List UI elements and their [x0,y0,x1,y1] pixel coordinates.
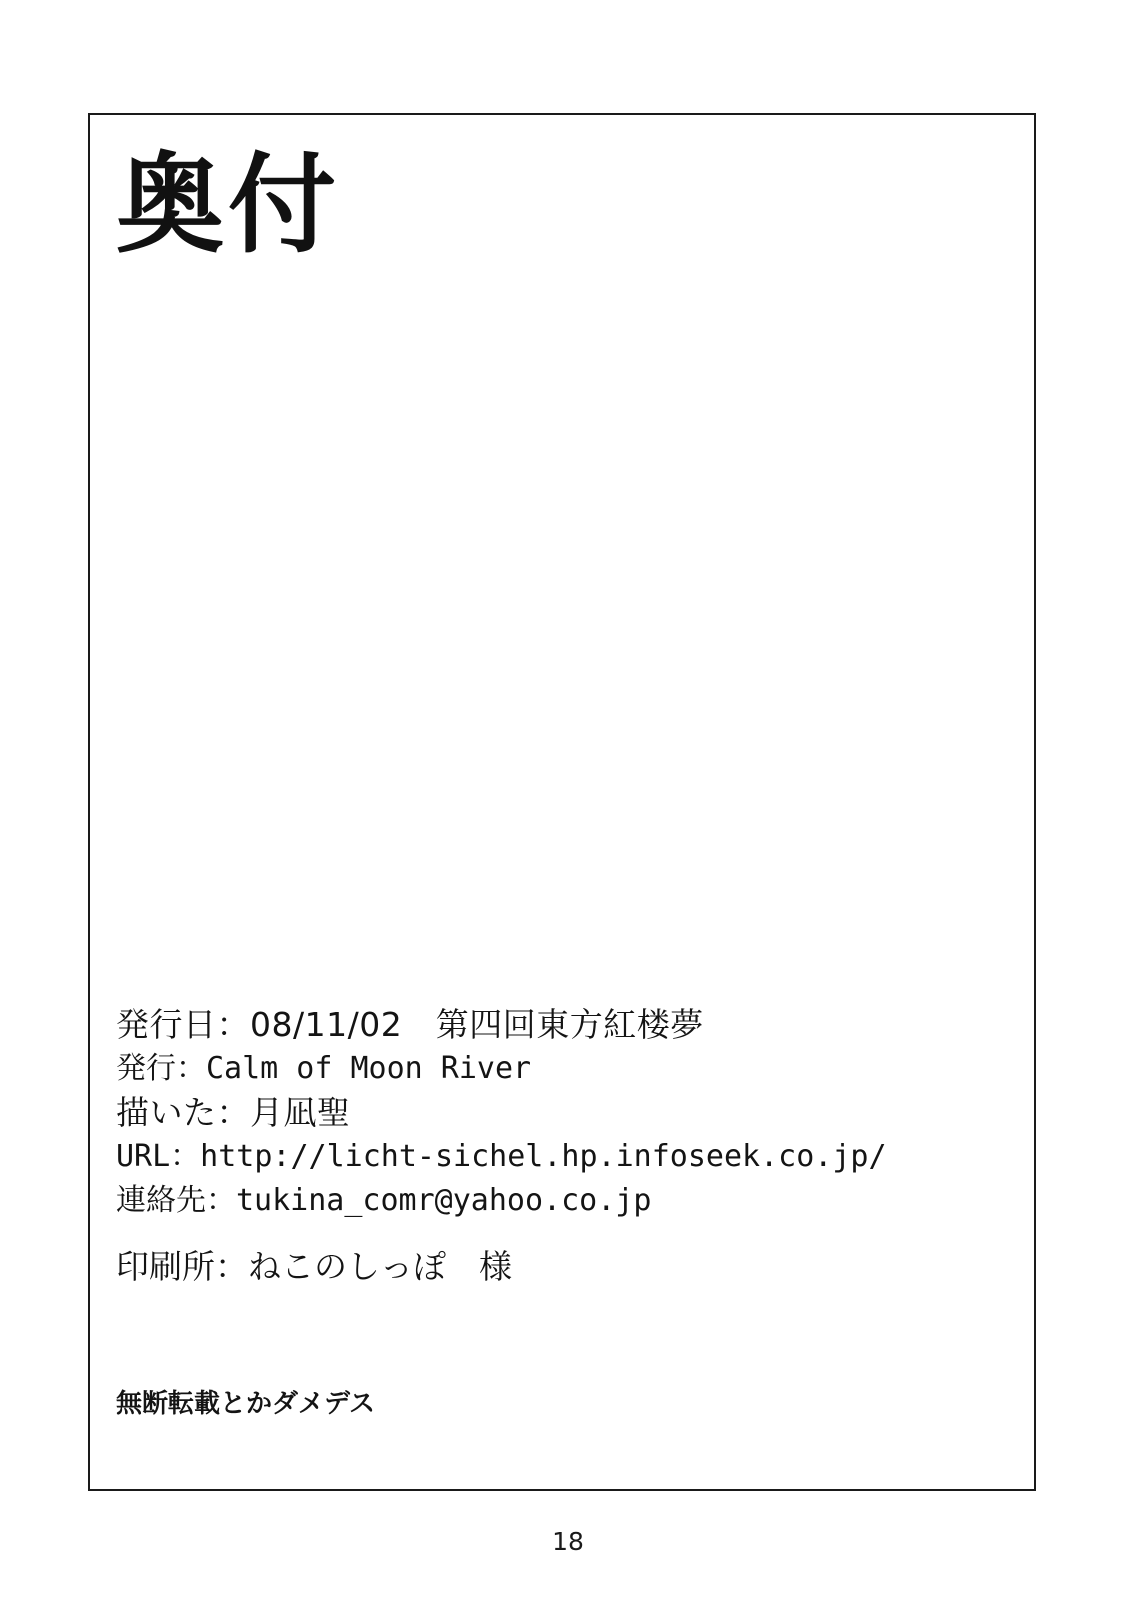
page-number: 18 [552,1527,584,1556]
imprint-line-publisher: 発行：Calm of Moon River [116,1051,532,1086]
page-title: 奥付 [116,143,341,268]
reproduction-notice: 無断転載とかダメデス [116,1389,375,1419]
imprint-line-publication-date: 発行日：08/11/02 第四回東方紅楼夢 [116,1005,704,1044]
colophon-page-frame [88,113,1036,1491]
imprint-line-artist: 描いた：月凪聖 [116,1093,351,1132]
printer-line: 印刷所：ねこのしっぽ 様 [116,1247,512,1286]
imprint-line-url: URL：http://licht-sichel.hp.infoseek.co.jp/ [116,1139,887,1174]
imprint-block [116,1003,996,1223]
imprint-line-contact: 連絡先：tukina_comr@yahoo.co.jp [116,1183,652,1218]
